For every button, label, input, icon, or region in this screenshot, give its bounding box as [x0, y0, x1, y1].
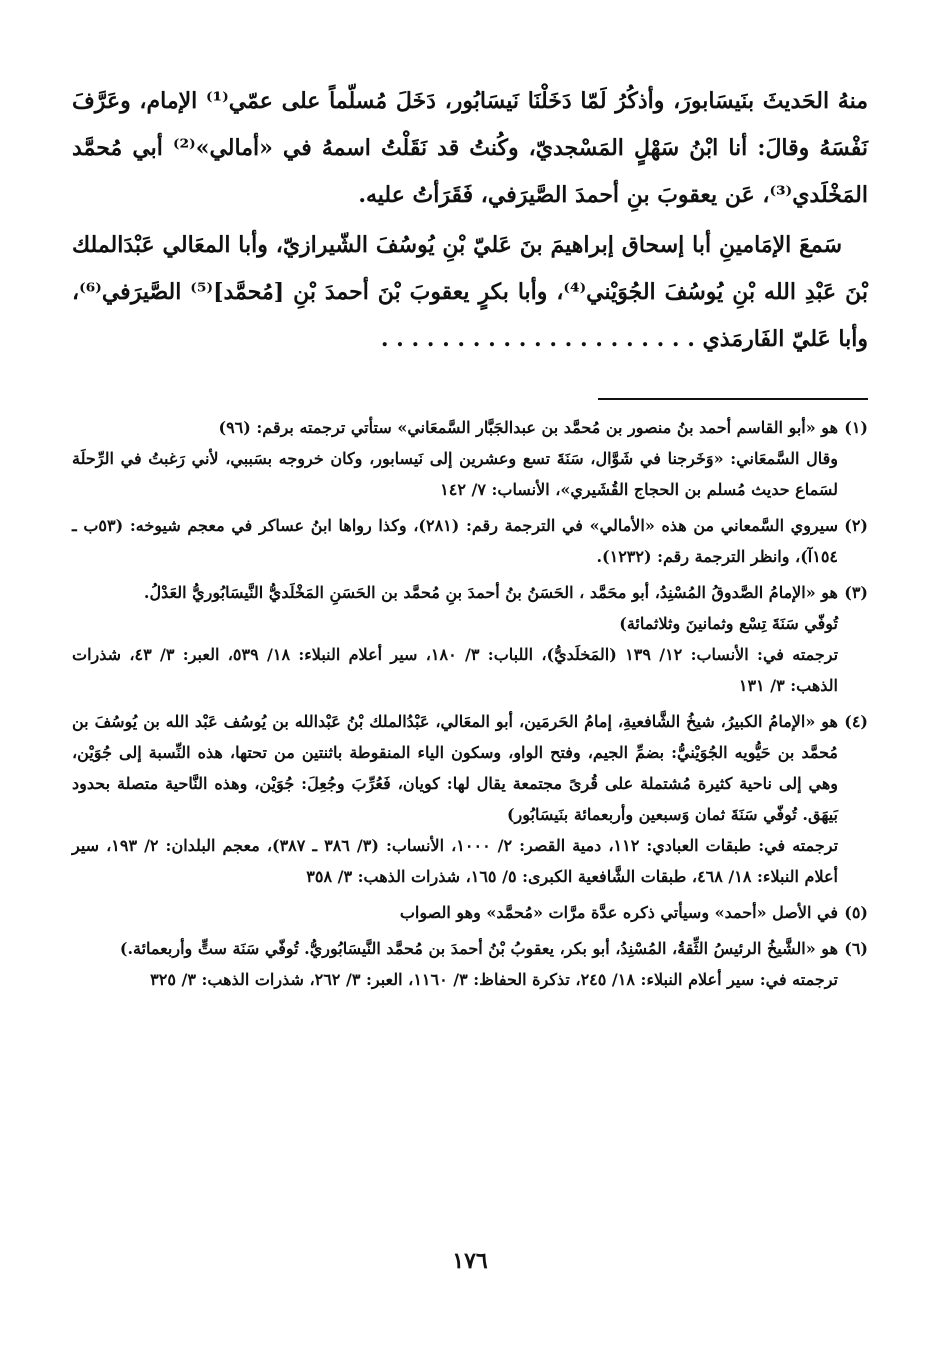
footnote-number: (٣) — [844, 583, 868, 602]
main-text-block — [72, 78, 868, 363]
footnote-line: هو «الإمامُ الكبيرُ، شيخُ الشَّافعيةِ، إمامُ الحَرمَين، أبو المعَالي، عَبْدُالملك بْنُ عَبْدالله بن يُوسُف عَبْد الله بن يُوسُفَ بن مُحمَّد بن حَيُّويه الجُوَيْنيُّ: بضمِّ الجيم، وفتح الواو، وسكون الياء المنقوطة باثنتين من تحتها، هذه النِّسبة إلى جُوَيْن، وهي إلى ناحية كثيرة مُشتملة على قُرىً مجتمعة يقال لها: كويان، فَعُرِّبَ وجُعِلَ: جُوَيْن، وهذه النَّاحية متصلة بحدود بَيهَق. تُوفّي سَنَةَ ثمان وَسبعين وأربعمائة بنَيسَابُور) — [72, 712, 838, 824]
footnote-5 — [72, 897, 868, 928]
footnote-4 — [72, 706, 868, 892]
trailing-dots: . . . . . . . . . . . . . . . . . . . . . — [380, 326, 695, 352]
footnote-line: ترجمته في: طبقات العبادي: ١١٢، دمية القصر: ٢/ ١٠٠٠، الأنساب: (٣/ ٣٨٦ ـ ٣٨٧)، معجم البلدان: ٢/ ١٩٣، سير أعلام النبلاء: ١٨/ ٤٦٨، طبقات الشَّافعية الكبرى: ٥/ ١٦٥، شذرات الذهب: ٣/ ٣٥٨ — [72, 836, 839, 886]
footnote-number: (٢) — [844, 516, 868, 535]
footnote-number: (١) — [844, 418, 868, 437]
footnote-line: تُوفّي سَنَةَ تِسْع وثمانينَ وثلاثمائة) — [619, 614, 838, 633]
footnote-line: ترجمته في: الأنساب: ١٢/ ١٣٩ (المَخلَديُّ)، اللباب: ٣/ ١٨٠، سير أعلام النبلاء: ١٨/ ٥٣٩، العبر: ٣/ ٤٣، شذرات الذهب: ٣/ ١٣١ — [72, 645, 839, 695]
footnote-line: ترجمته في: سير أعلام النبلاء: ١٨/ ٢٤٥، تذكرة الحفاظ: ٣/ ١١٦٠، العبر: ٣/ ٢٦٢، شذرات الذهب: ٣/ ٣٢٥ — [150, 970, 838, 989]
footnote-6 — [72, 933, 868, 995]
main-paragraph-2-text: سَمعَ الإمَامينِ أبا إسحاق إبراهيمَ بنَ عَليّ بْنِ يُوسُفَ الشّيرازيّ، وأبا المعَالي عَبْدَالملك بْنَ عَبْدِ الله بْنِ يُوسُفَ الجُوَيْني⁽⁴⁾، وأبا بكرٍ يعقوبَ بْنَ أحمدَ بْنِ [مُحمَّد]⁽⁵⁾ الصَّيرَفي⁽⁶⁾، وأبا عَليّ الفَارمَذي — [72, 232, 868, 352]
footnote-1 — [72, 412, 868, 505]
footnote-line: هو «أبو القاسم أحمد بنُ منصور بن مُحمَّد بن عبدالجَبَّار السَّمعَاني» ستأتي ترجمته برقم: (٩٦) — [218, 418, 838, 437]
main-paragraph-1: منهُ الحَديثَ بنَيسَابورَ، وأذكُرُ لَمّا دَخَلْنَا نَيسَابُور، دَخَلَ مُسلّماً على عمّي⁽¹⁾ الإمام، وعَرَّفَ نَفْسَهُ وقالَ: أنا ابْنُ سَهْلٍ المَسْجديّ، وكُنتُ قد نَقَلْتُ اسمهُ في «أمالي»⁽²⁾ أبي مُحمَّد المَخْلَدي⁽³⁾، عَن يعقوبَ بنِ أحمدَ الصَّيرَفي، فَقَرَأتُ عليه. — [72, 88, 869, 208]
main-paragraph-2 — [72, 222, 868, 363]
footnotes-section — [72, 412, 868, 1000]
footnote-separator — [598, 398, 868, 400]
footnote-number: (٤) — [844, 712, 868, 731]
footnote-line: سيروي السَّمعاني من هذه «الأمالي» في الترجمة رقم: (٢٨١)، وكذا رواها ابنُ عساكر في معجم شيوخه: (٥٣ب ـ ١٥٤آ)، وانظر الترجمة رقم: (١٢٣٢). — [72, 516, 838, 566]
footnote-line: في الأصل «أحمد» وسيأتي ذكره عدَّة مرَّات «مُحمَّد» وهو الصواب — [399, 903, 838, 922]
footnote-line: هو «الإمامُ الصَّدوقُ المُسْنِدُ، أبو محَمَّد ، الحَسَنُ بنُ أحمدَ بنِ مُحمَّد بن الحَسَنِ المَخْلَديُّ النَّيسَابُوريُّ العَدْلُ. — [143, 583, 838, 602]
footnote-2 — [72, 510, 868, 572]
footnote-line: هو «الشَّيخُ الرئيسُ الثِّقةُ، المُسْنِدُ، أبو بكر، يعقوبُ بْنُ أحمدَ بن مُحمَّد النَّيسَابُوريُّ. تُوفّي سَنَة ستٍّ وأربعمائة.) — [119, 939, 838, 958]
footnote-number: (٦) — [844, 939, 868, 958]
footnote-3 — [72, 577, 868, 701]
footnote-line: وقال السَّمعَاني: «وَخَرجنا في شَوَّال، سَنَةَ تسع وعشرين إلى نَيسابور، وكان خروجه بسَببي، لأني رَغبتُ في الرِّحلَة لسَماع حديث مُسلم بن الحجاج القُشَيري»، الأنساب: ٧/ ١٤٢ — [72, 449, 838, 499]
footnote-number: (٥) — [844, 903, 868, 922]
page-number: ١٧٦ — [452, 1248, 488, 1274]
